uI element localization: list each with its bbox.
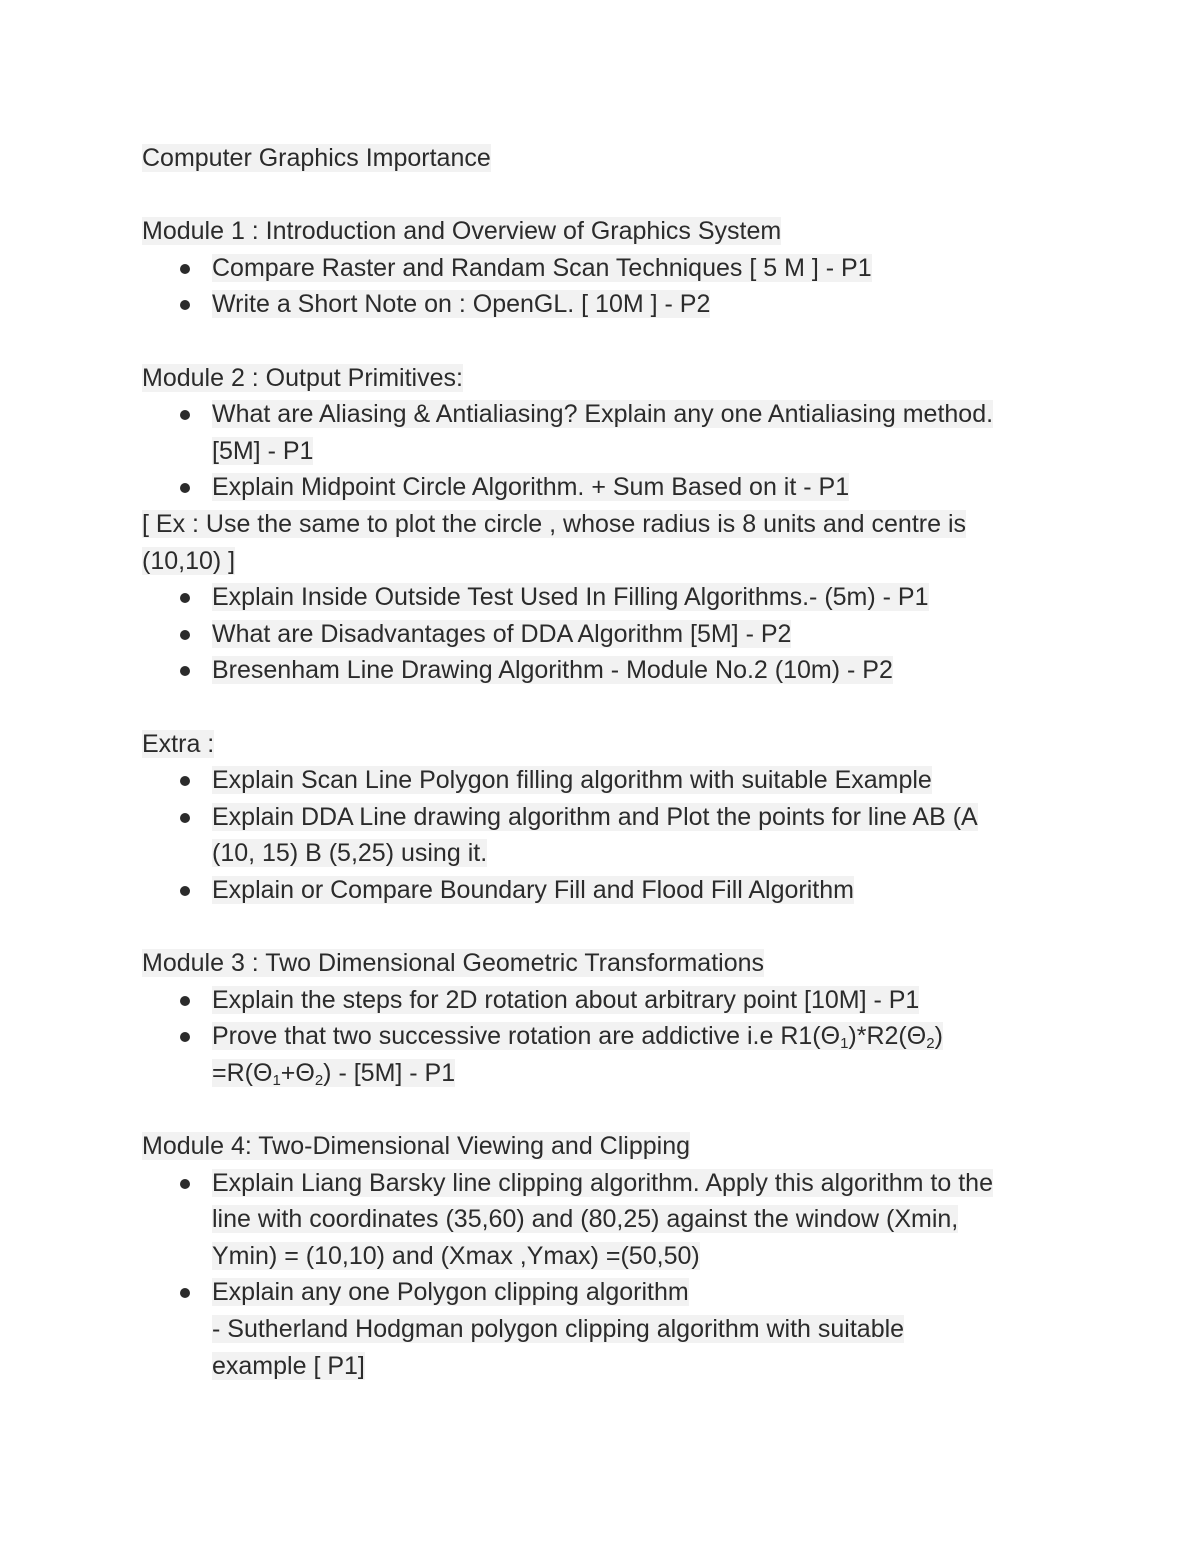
module2-item-text-cont: [5M] - P1: [212, 436, 314, 465]
doc-title: Computer Graphics Importance: [142, 144, 491, 172]
module2-item: [142, 396, 1062, 469]
module3-item-text: Prove that two successive rotation are addictive i.e $R1(\Theta_1)*R2(\Theta_2)$: [212, 1022, 943, 1053]
module3-item-text-cont: $=R(\Theta_1+\Theta_2) - [5M] - P1$: [212, 1058, 456, 1089]
module4-item-text: Explain Liang Barsky line clipping algorithm. Apply this algorithm to the: [212, 1168, 993, 1197]
bullet-icon: [180, 630, 190, 640]
bullet-icon: [180, 886, 190, 896]
spacer: [142, 177, 1062, 214]
module1-item-text: Compare Raster and Randam Scan Techniques [ 5 M ] - P1: [212, 253, 872, 282]
extra-item-text: Explain DDA Line drawing algorithm and Plot the points for line AB (A: [212, 802, 978, 831]
module4-item-subtext: - Sutherland Hodgman polygon clipping algorithm with suitable: [212, 1315, 905, 1343]
module1-item-text: Write a Short Note on : OpenGL. [ 10M ] - P2: [212, 290, 711, 319]
module2-item-text: Explain Inside Outside Test Used In Filling Algorithms.- (5m) - P1: [212, 583, 929, 612]
bullet-icon: [180, 1288, 190, 1298]
bullet-icon: [180, 1179, 190, 1189]
module1-heading: Module 1 : Introduction and Overview of Graphics System: [142, 217, 782, 246]
bullet-icon: [180, 776, 190, 786]
module3-item: [142, 982, 1062, 1019]
spacer: [142, 689, 1062, 726]
module2-example: [142, 506, 1062, 579]
spacer: [142, 1091, 1062, 1128]
module2-heading-row: [142, 360, 1062, 397]
module3-heading-row: [142, 945, 1062, 982]
bullet-icon: [180, 410, 190, 420]
module4-heading: Module 4: Two-Dimensional Viewing and Clipping: [142, 1132, 690, 1161]
module2-item: [142, 616, 1062, 653]
extra-heading: Extra :: [142, 729, 215, 758]
module2-heading: Module 2 : Output Primitives:: [142, 363, 463, 392]
extra-item: [142, 799, 1062, 872]
bullet-icon: [180, 1032, 190, 1042]
module1-item: [142, 286, 1062, 323]
module4-item: [142, 1274, 1062, 1384]
extra-item-text: Explain Scan Line Polygon filling algorithm with suitable Example: [212, 766, 932, 795]
bullet-icon: [180, 666, 190, 676]
module1-heading-row: [142, 213, 1062, 250]
module2-item: [142, 652, 1062, 689]
module4-item-subtext: example [ P1]: [212, 1351, 365, 1380]
extra-item-text: Explain or Compare Boundary Fill and Flood Fill Algorithm: [212, 875, 854, 904]
module3-item: [142, 1018, 1062, 1091]
extra-heading-row: [142, 726, 1062, 763]
module2-item-text: What are Aliasing & Antialiasing? Explain any one Antialiasing method.: [212, 400, 994, 429]
module4-item-text: Explain any one Polygon clipping algorithm: [212, 1278, 689, 1307]
module2-item-text: Bresenham Line Drawing Algorithm - Module No.2 (10m) - P2: [212, 656, 893, 685]
spacer: [142, 323, 1062, 360]
document-page: [142, 140, 1062, 1384]
module4-item-text-cont: line with coordinates (35,60) and (80,25) against the window (Xmin,: [212, 1205, 959, 1234]
extra-item-text-cont: (10, 15) B (5,25) using it.: [212, 839, 488, 868]
module2-example-line: [ Ex : Use the same to plot the circle , whose radius is 8 units and centre is: [142, 509, 966, 538]
module3-heading: Module 3 : Two Dimensional Geometric Transformations: [142, 949, 765, 978]
bullet-icon: [180, 996, 190, 1006]
module4-item: [142, 1165, 1062, 1275]
doc-title-row: [142, 140, 1062, 177]
extra-item: [142, 872, 1062, 909]
bullet-icon: [180, 300, 190, 310]
module2-item-text: What are Disadvantages of DDA Algorithm [5M] - P2: [212, 619, 792, 648]
module2-item: [142, 469, 1062, 506]
bullet-icon: [180, 593, 190, 603]
module2-item-text: Explain Midpoint Circle Algorithm. + Sum Based on it - P1: [212, 473, 850, 502]
module4-heading-row: [142, 1128, 1062, 1165]
bullet-icon: [180, 813, 190, 823]
bullet-icon: [180, 264, 190, 274]
bullet-icon: [180, 483, 190, 493]
spacer: [142, 908, 1062, 945]
module4-item-text-cont: Ymin) = (10,10) and (Xmax ,Ymax) =(50,50): [212, 1241, 700, 1270]
extra-item: [142, 762, 1062, 799]
module2-example-line: (10,10) ]: [142, 546, 236, 575]
module1-item: [142, 250, 1062, 287]
module2-item: [142, 579, 1062, 616]
module3-item-text: Explain the steps for 2D rotation about arbitrary point [10M] - P1: [212, 985, 920, 1014]
